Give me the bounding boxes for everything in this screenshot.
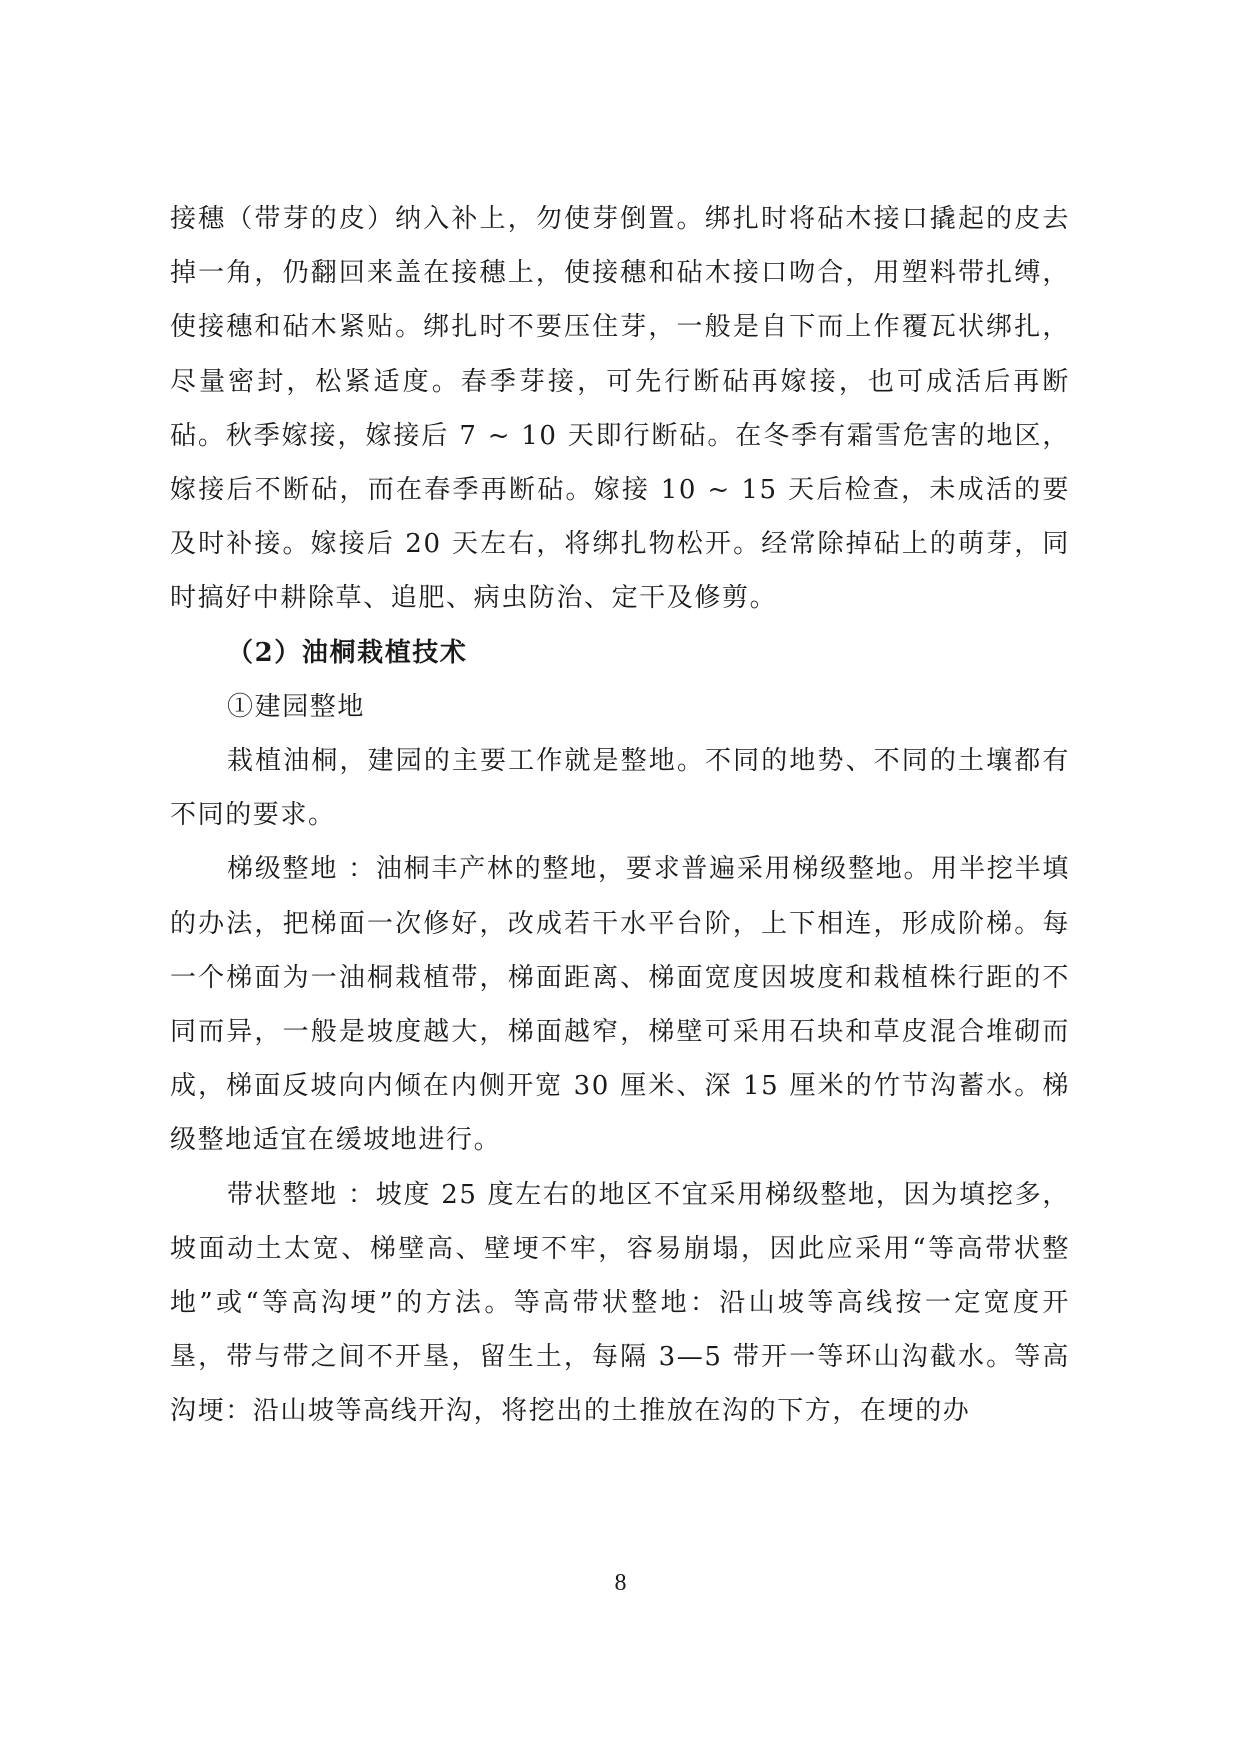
paragraph-terrace-prep: 梯级整地 ：油桐丰产林的整地，要求普遍采用梯级整地。用半挖半填的办法，把梯面一次修好，改成若干水平台阶，上下相连，形成阶梯。每一个梯面为一油桐栽植带，梯面距离、梯面宽度因坡度和栽植株行距的不同而异，一般是坡度越大，梯面越窄，梯壁可采用石块和草皮混合堆砌而成，梯面反坡向内倾在内侧开宽 30 厘米、深 15 厘米的竹节沟蓄水。梯级整地适宜在缓坡地进行。 bbox=[170, 854, 1070, 1156]
section-heading-tung-planting: （2）油桐栽植技术 bbox=[227, 637, 468, 668]
document-body bbox=[170, 192, 1070, 1439]
subheading-orchard-site-prep: ①建园整地 bbox=[227, 691, 366, 722]
paragraph-grafting-care: 接穗（带芽的皮）纳入补上，勿使芽倒置。绑扎时将砧木接口撬起的皮去掉一角，仍翻回来盖在接穗上，使接穗和砧木接口吻合，用塑料带扎缚，使接穗和砧木紧贴。绑扎时不要压住芽，一般是自下而上作覆瓦状绑扎，尽量密封，松紧适度。春季芽接，可先行断砧再嫁接，也可成活后再断砧。秋季嫁接，嫁接后 7 ~ 10 天即行断砧。在冬季有霜雪危害的地区，嫁接后不断砧，而在春季再断砧。嫁接 10 ~ 15 天后检查，未成活的要及时补接。嫁接后 20 天左右，将绑扎物松开。经常除掉砧上的萌芽，同时搞好中耕除草、追肥、病虫防治、定干及修剪。 bbox=[170, 204, 1070, 614]
paragraph-orchard-intro: 栽植油桐，建园的主要工作就是整地。不同的地势、不同的土壤都有不同的要求。 bbox=[170, 746, 1070, 831]
page-number: 8 bbox=[614, 1570, 627, 1596]
paragraph-strip-prep: 带状整地 ：坡度 25 度左右的地区不宜采用梯级整地，因为填挖多，坡面动土太宽、梯壁高、壁埂不牢，容易崩塌，因此应采用“等高带状整地”或“等高沟埂”的方法。等高带状整地：沿山坡等高线按一定宽度开垦，带与带之间不开垦，留生土，每隔 3—5 带开一等环山沟截水。等高沟埂：沿山坡等高线开沟，将挖出的土推放在沟的下方，在埂的办 bbox=[170, 1179, 1070, 1427]
